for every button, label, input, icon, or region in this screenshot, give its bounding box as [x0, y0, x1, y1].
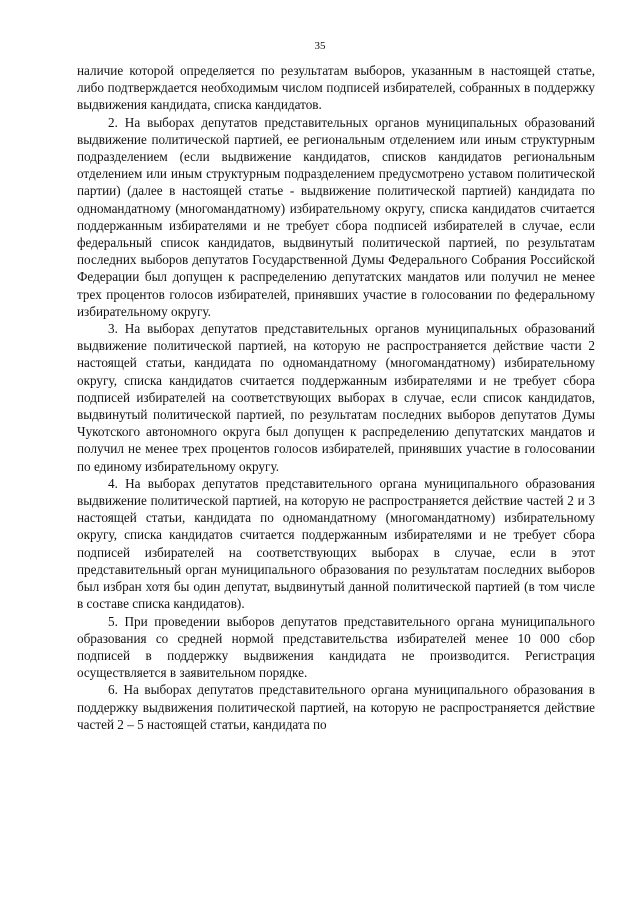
paragraph-continuation: наличие которой определяется по результатам выборов, указанным в настоящей статье, либо подтверждается необходимым числом подписей избирателей, собранных в поддержку выдвижения кандидата, списка кандидатов. — [77, 63, 595, 113]
document-body — [77, 62, 595, 733]
paragraph-part-4: 4. На выборах депутатов представительного органа муниципального образования выдвижение политической партией, на которую не распространяется действие частей 2 и 3 настоящей статьи, кандидата по одномандатному (многомандатному) избирательному округу, списка кандидатов считается поддержанным избирателями и не требует сбора подписей избирателей на соответствующих выборах в случае, если в этот представительный орган муниципального образования по результатам последних выборов был избран хотя бы один депутат, выдвинутый данной политической партией (в том числе в составе списка кандидатов). — [77, 475, 595, 612]
paragraph-part-6: 6. На выборах депутатов представительного органа муниципального образования в поддержку выдвижения политической партией, на которую не распространяется действие частей 2 – 5 настоящей статьи, кандидата по — [77, 682, 595, 732]
paragraph-part-5: 5. При проведении выборов депутатов представительного органа муниципального образования со средней нормой представительства избирателей менее 10 000 сбор подписей в поддержку выдвижения кандидата не производится. Регистрация осуществляется в заявительном порядке. — [77, 613, 595, 681]
page-number: 35 — [314, 40, 326, 52]
paragraph-part-3: 3. На выборах депутатов представительных органов муниципальных образований выдвижение политической партией, на которую не распространяется действие части 2 настоящей статьи, кандидата по одномандатному (многомандатному) избирательному округу, списка кандидатов считается поддержанным избирателями и не требует сбора подписей избирателей на соответствующих выборах в случае, если список кандидатов, выдвинутый политической партией, по результатам последних выборов депутатов Думы Чукотского автономного округа был допущен к распределению депутатских мандатов и получил не менее трех процентов голосов избирателей, принявших участие в голосовании по единому избирательному округу. — [77, 321, 595, 474]
paragraph-part-2: 2. На выборах депутатов представительных органов муниципальных образований выдвижение политической партией, ее региональным отделением или иным структурным подразделением (если выдвижение кандидатов, списков кандидатов региональным отделением или иным структурным подразделением предусмотрено уставом политической партии) (далее в настоящей статье - выдвижение политической партией) кандидата по одномандатному (многомандатному) избирательному округу, списка кандидатов считается поддержанным избирателями и не требует сбора подписей избирателей в случае, если федеральный список кандидатов, выдвинутый политической партией, по результатам последних выборов депутатов Государственной Думы Федерального Собрания Российской Федерации был допущен к распределению депутатских мандатов или получил не менее трех процентов голосов избирателей, принявших участие в голосовании по федеральному избирательному округу. — [77, 114, 595, 319]
